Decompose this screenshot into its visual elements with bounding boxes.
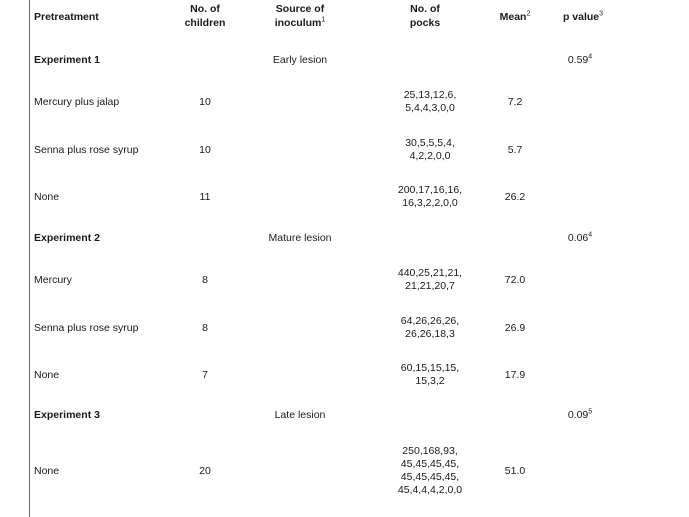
table-header <box>0 0 689 42</box>
p-value-footnote: 5 <box>588 408 593 416</box>
row-mean: 5.7 <box>507 144 523 156</box>
row-children: 10 <box>199 96 211 108</box>
pocks-line: 64,26,26,26, <box>400 315 460 327</box>
experiment-p-value <box>555 409 605 422</box>
row-pretreatment: Mercury plus jalap <box>34 96 120 108</box>
experiment-p-value <box>555 54 605 67</box>
header-pocks-line1: No. of <box>410 3 440 15</box>
header-pocks-line2: pocks <box>409 17 441 29</box>
header-children <box>170 2 240 30</box>
row-pocks <box>370 137 490 163</box>
row-mean: 7.2 <box>507 96 523 108</box>
experiment-title: Experiment 3 <box>34 409 100 421</box>
experiment-p-value <box>555 232 605 245</box>
header-mean-text: Mean <box>499 11 527 23</box>
pocks-line: 5,4,4,3,0,0 <box>405 102 455 114</box>
p-value-footnote: 4 <box>588 53 593 61</box>
row-pocks <box>370 315 490 341</box>
row-mean: 26.9 <box>504 322 526 334</box>
pocks-line: 45,4,4,4,2,0,0 <box>397 484 463 496</box>
header-pvalue <box>548 10 618 24</box>
pocks-line: 60,15,15,15, <box>400 362 460 374</box>
p-value-text: 0.06 <box>567 232 589 244</box>
header-pocks <box>385 2 465 30</box>
experiment-title: Experiment 1 <box>34 54 100 66</box>
experiment-source: Late lesion <box>274 409 326 421</box>
pocks-line: 21,21,20,7 <box>405 280 455 292</box>
left-margin-line <box>29 0 30 517</box>
experiment-title: Experiment 2 <box>34 232 100 244</box>
row-children: 8 <box>202 274 208 286</box>
row-pretreatment: None <box>34 191 60 203</box>
pocks-line: 4,2,2,0,0 <box>409 150 451 162</box>
row-pocks <box>370 184 490 210</box>
pocks-line: 30,5,5,5,4, <box>405 137 455 149</box>
header-source-line2 <box>255 16 345 30</box>
pocks-line: 15,3,2 <box>415 375 445 387</box>
pocks-line: 440,25,21,21, <box>397 267 463 279</box>
experiment-source: Early lesion <box>272 54 328 66</box>
row-pretreatment: None <box>34 465 60 477</box>
row-mean: 72.0 <box>504 274 526 286</box>
header-pretreatment: Pretreatment <box>34 11 99 23</box>
row-pretreatment: None <box>34 369 60 381</box>
row-pocks <box>370 445 490 497</box>
pocks-line: 200,17,16,16, <box>397 184 463 196</box>
header-children-line1: No. of <box>190 3 220 15</box>
row-pocks <box>370 89 490 115</box>
row-children: 10 <box>199 144 211 156</box>
pocks-line: 45,45,45,45, <box>400 458 460 470</box>
p-value-text: 0.59 <box>567 54 589 66</box>
row-mean: 26.2 <box>504 191 526 203</box>
row-children: 11 <box>199 191 211 203</box>
pocks-line: 25,13,12,6, <box>403 89 457 101</box>
header-source-footnote: 1 <box>321 16 326 24</box>
header-pvalue-footnote: 3 <box>599 10 604 18</box>
header-mean-footnote: 2 <box>526 10 531 18</box>
row-children: 20 <box>199 465 211 477</box>
pocks-line: 250,168,93, <box>402 445 458 457</box>
row-pocks <box>370 362 490 388</box>
row-children: 7 <box>202 369 208 381</box>
header-source-text: inoculum <box>274 17 322 29</box>
p-value-text: 0.09 <box>567 409 589 421</box>
experiment-source: Mature lesion <box>268 232 332 244</box>
pocks-line: 16,3,2,2,0,0 <box>402 197 458 209</box>
header-source <box>255 2 345 30</box>
header-mean <box>490 10 540 24</box>
row-pocks <box>370 267 490 293</box>
p-value-footnote: 4 <box>588 231 593 239</box>
row-pretreatment: Senna plus rose syrup <box>34 322 139 334</box>
row-mean: 17.9 <box>504 369 526 381</box>
header-pvalue-text: p value <box>562 11 600 23</box>
pocks-line: 26,26,18,3 <box>405 328 455 340</box>
row-pretreatment: Mercury <box>34 274 72 286</box>
row-children: 8 <box>202 322 208 334</box>
row-mean: 51.0 <box>504 465 526 477</box>
row-pretreatment: Senna plus rose syrup <box>34 144 139 156</box>
pocks-line: 45,45,45,45, <box>400 471 460 483</box>
header-source-line1: Source of <box>275 3 325 15</box>
header-children-line2: children <box>184 17 226 29</box>
